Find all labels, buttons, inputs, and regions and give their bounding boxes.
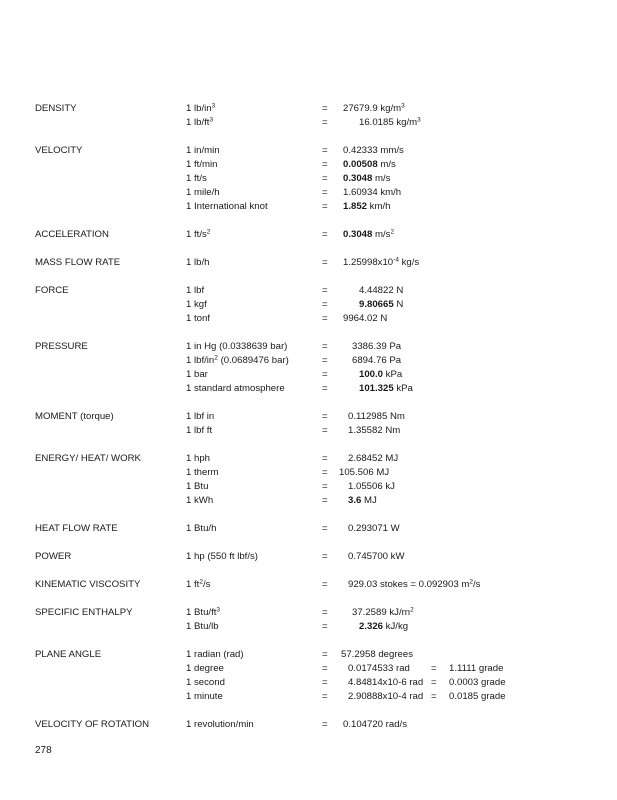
value-cell: 57.2958 degrees [341,649,414,660]
table-row [0,354,617,368]
table-row [0,452,617,466]
unit-cell: 1 therm [186,467,219,478]
equals-sign: = [322,145,328,156]
value-cell: 4.84814x10-6 rad [348,677,424,688]
table-row [0,522,617,536]
unit-cell: 1 ft/s [186,173,207,184]
moment-section [0,410,617,438]
equals-sign: = [322,579,328,590]
grade-value-cell: 0.0003 grade [449,677,506,688]
value-cell: 0.00508 m/s [343,159,396,170]
equals-sign: = [431,663,437,674]
grade-value-cell: 1.1111 grade [449,663,504,674]
equals-sign: = [322,495,328,506]
equals-sign: = [322,719,328,730]
value-cell: 0.3048 $m/s^2$ [343,228,395,240]
table-row [0,158,617,172]
page-number: 278 [35,745,52,756]
table-row [0,424,617,438]
category-label: FORCE [35,285,69,296]
plane-angle-section [0,648,617,704]
unit-cell: 1 hph [186,453,211,464]
equals-sign: = [322,481,328,492]
value-cell: 101.325 kPa [359,383,413,394]
value-cell: 9.80665 N [359,299,404,310]
unit-cell: 1 lbf ft [186,425,213,436]
value-cell: 0.0174533 rad [348,663,410,674]
equals-sign: = [322,425,328,436]
value-cell: 37.2589 $kJ/rn^2$ [352,606,414,618]
heat-flow-rate-section [0,522,617,536]
unit-cell: 1 mile/h [186,187,220,198]
category-label: MASS FLOW RATE [35,257,121,268]
unit-cell: 1 minute [186,691,223,702]
mass-flow-rate-section [0,256,617,270]
equals-sign: = [322,117,328,128]
unit-cell: 1 degree [186,663,224,674]
equals-sign: = [322,663,328,674]
value-cell: 2.326 kJ/kg [359,621,409,632]
category-label: POWER [35,551,72,562]
unit-cell: 1 lb/h [186,257,210,268]
velocity-section [0,144,617,214]
energy-section [0,452,617,508]
value-cell: 0.745700 kW [348,551,405,562]
table-row [0,620,617,634]
equals-sign: = [322,341,328,352]
unit-cell: 1 ft/min [186,159,218,170]
specific-enthalpy-section [0,606,617,634]
value-cell: 100.0 kPa [359,369,403,380]
table-row [0,606,617,620]
category-label: VELOCITY [35,145,83,156]
equals-sign: = [322,607,328,618]
equals-sign: = [322,103,328,114]
category-label: PRESSURE [35,341,88,352]
value-cell: 16.0185 $kg/m^3$ [359,116,421,128]
value-cell: 0.3048 m/s [343,173,391,184]
table-row [0,144,617,158]
equals-sign: = [322,621,328,632]
category-label: KINEMATIC VISCOSITY [35,579,141,590]
equals-sign: = [322,453,328,464]
equals-sign: = [322,383,328,394]
equals-sign: = [322,551,328,562]
table-row [0,116,617,130]
table-row [0,382,617,396]
category-label: PLANE ANGLE [35,649,102,660]
value-cell: 6894.76 Pa [352,355,402,366]
equals-sign: = [322,677,328,688]
category-label: MOMENT (torque) [35,411,114,422]
unit-cell: 1 tonf [186,313,211,324]
value-cell: 2.68452 MJ [348,453,399,464]
table-row [0,410,617,424]
equals-sign: = [322,187,328,198]
unit-cell: 1 Btu [186,481,209,492]
value-cell: 4.44822 N [359,285,404,296]
table-row [0,718,617,732]
table-row [0,312,617,326]
table-row [0,186,617,200]
equals-sign: = [322,159,328,170]
kinematic-viscosity-section [0,578,617,592]
unit-cell: 1 lbf/$in^2$ (0.0689476 bar) [186,354,289,366]
equals-sign: = [322,355,328,366]
table-row [0,368,617,382]
pressure-section [0,340,617,396]
table-row [0,340,617,354]
equals-sign: = [322,369,328,380]
unit-cell: 1 Btu/lb [186,621,219,632]
equals-sign: = [322,523,328,534]
unit-cell: 1 Btu/h [186,523,217,534]
value-cell: 929.03 stokes = 0.092903 $m^2/s$ [348,578,481,590]
unit-cell: 1 revolution/min [186,719,254,730]
unit-cell: 1 lbf in [186,411,215,422]
value-cell: 0.42333 mm/s [343,145,404,156]
equals-sign: = [431,691,437,702]
table-row [0,284,617,298]
equals-sign: = [322,299,328,310]
unit-cell: 1 $ft/s^2$ [186,228,211,240]
unit-cell: 1 second [186,677,225,688]
unit-cell: 1 $lb/ft^3$ [186,116,214,128]
equals-sign: = [322,285,328,296]
value-cell: 1.05506 kJ [348,481,395,492]
value-cell: 1.60934 km/h [343,187,402,198]
value-cell: 1.852 km/h [343,201,391,212]
table-row [0,690,617,704]
unit-cell: 1 standard atmosphere [186,383,285,394]
table-row [0,494,617,508]
unit-cell: 1 lbf [186,285,205,296]
value-cell: 105.506 MJ [339,467,390,478]
unit-cell: 1 Btu/$ft^3$ [186,606,221,618]
value-cell: $1.25998x10^{-4}$ kg/s [343,256,420,268]
unit-cell: 1 $lb/in^3$ [186,102,216,114]
value-cell: 0.104720 rad/s [343,719,408,730]
table-row [0,200,617,214]
equals-sign: = [322,257,328,268]
category-label: DENSITY [35,103,77,114]
table-row [0,102,617,116]
equals-sign: = [322,649,328,660]
value-cell: 0.112985 Nm [348,411,405,422]
equals-sign: = [322,201,328,212]
table-row [0,172,617,186]
value-cell: 27679.9 $kg/m^3$ [343,102,405,114]
power-section [0,550,617,564]
category-label: HEAT FLOW RATE [35,523,118,534]
force-section [0,284,617,326]
unit-cell: 1 $ft^2/s$ [186,578,211,590]
unit-cell: 1 kWh [186,495,214,506]
value-cell: 2.90888x10-4 rad [348,691,424,702]
grade-value-cell: 0.0185 grade [449,691,506,702]
equals-sign: = [322,229,328,240]
category-label: ACCELERATION [35,229,109,240]
velocity-of-rotation-section [0,718,617,732]
equals-sign: = [322,467,328,478]
equals-sign: = [431,677,437,688]
density-section [0,102,617,130]
value-cell: 1.35582 Nm [348,425,401,436]
table-row [0,662,617,676]
unit-cell: 1 in Hg (0.0338639 bar) [186,341,288,352]
value-cell: 0.293071 W [348,523,400,534]
unit-cell: 1 kgf [186,299,207,310]
value-cell: 3386.39 Pa [352,341,402,352]
table-row [0,648,617,662]
unit-cell: 1 radian (rad) [186,649,244,660]
value-cell: 3.6 MJ [348,495,377,506]
table-row [0,228,617,242]
equals-sign: = [322,173,328,184]
unit-cell: 1 hp (550 ft lbf/s) [186,551,258,562]
table-row [0,578,617,592]
table-row [0,256,617,270]
value-cell: 9964.02 N [343,313,388,324]
table-row [0,480,617,494]
table-row [0,298,617,312]
category-label: VELOCITY OF ROTATION [35,719,150,730]
unit-cell: 1 bar [186,369,208,380]
category-label: SPECIFIC ENTHALPY [35,607,133,618]
table-row [0,466,617,480]
acceleration-section [0,228,617,242]
unit-cell: 1 International knot [186,201,268,212]
unit-cell: 1 in/min [186,145,220,156]
equals-sign: = [322,411,328,422]
equals-sign: = [322,313,328,324]
table-row [0,676,617,690]
table-row [0,550,617,564]
equals-sign: = [322,691,328,702]
category-label: ENERGY/ HEAT/ WORK [35,453,141,464]
